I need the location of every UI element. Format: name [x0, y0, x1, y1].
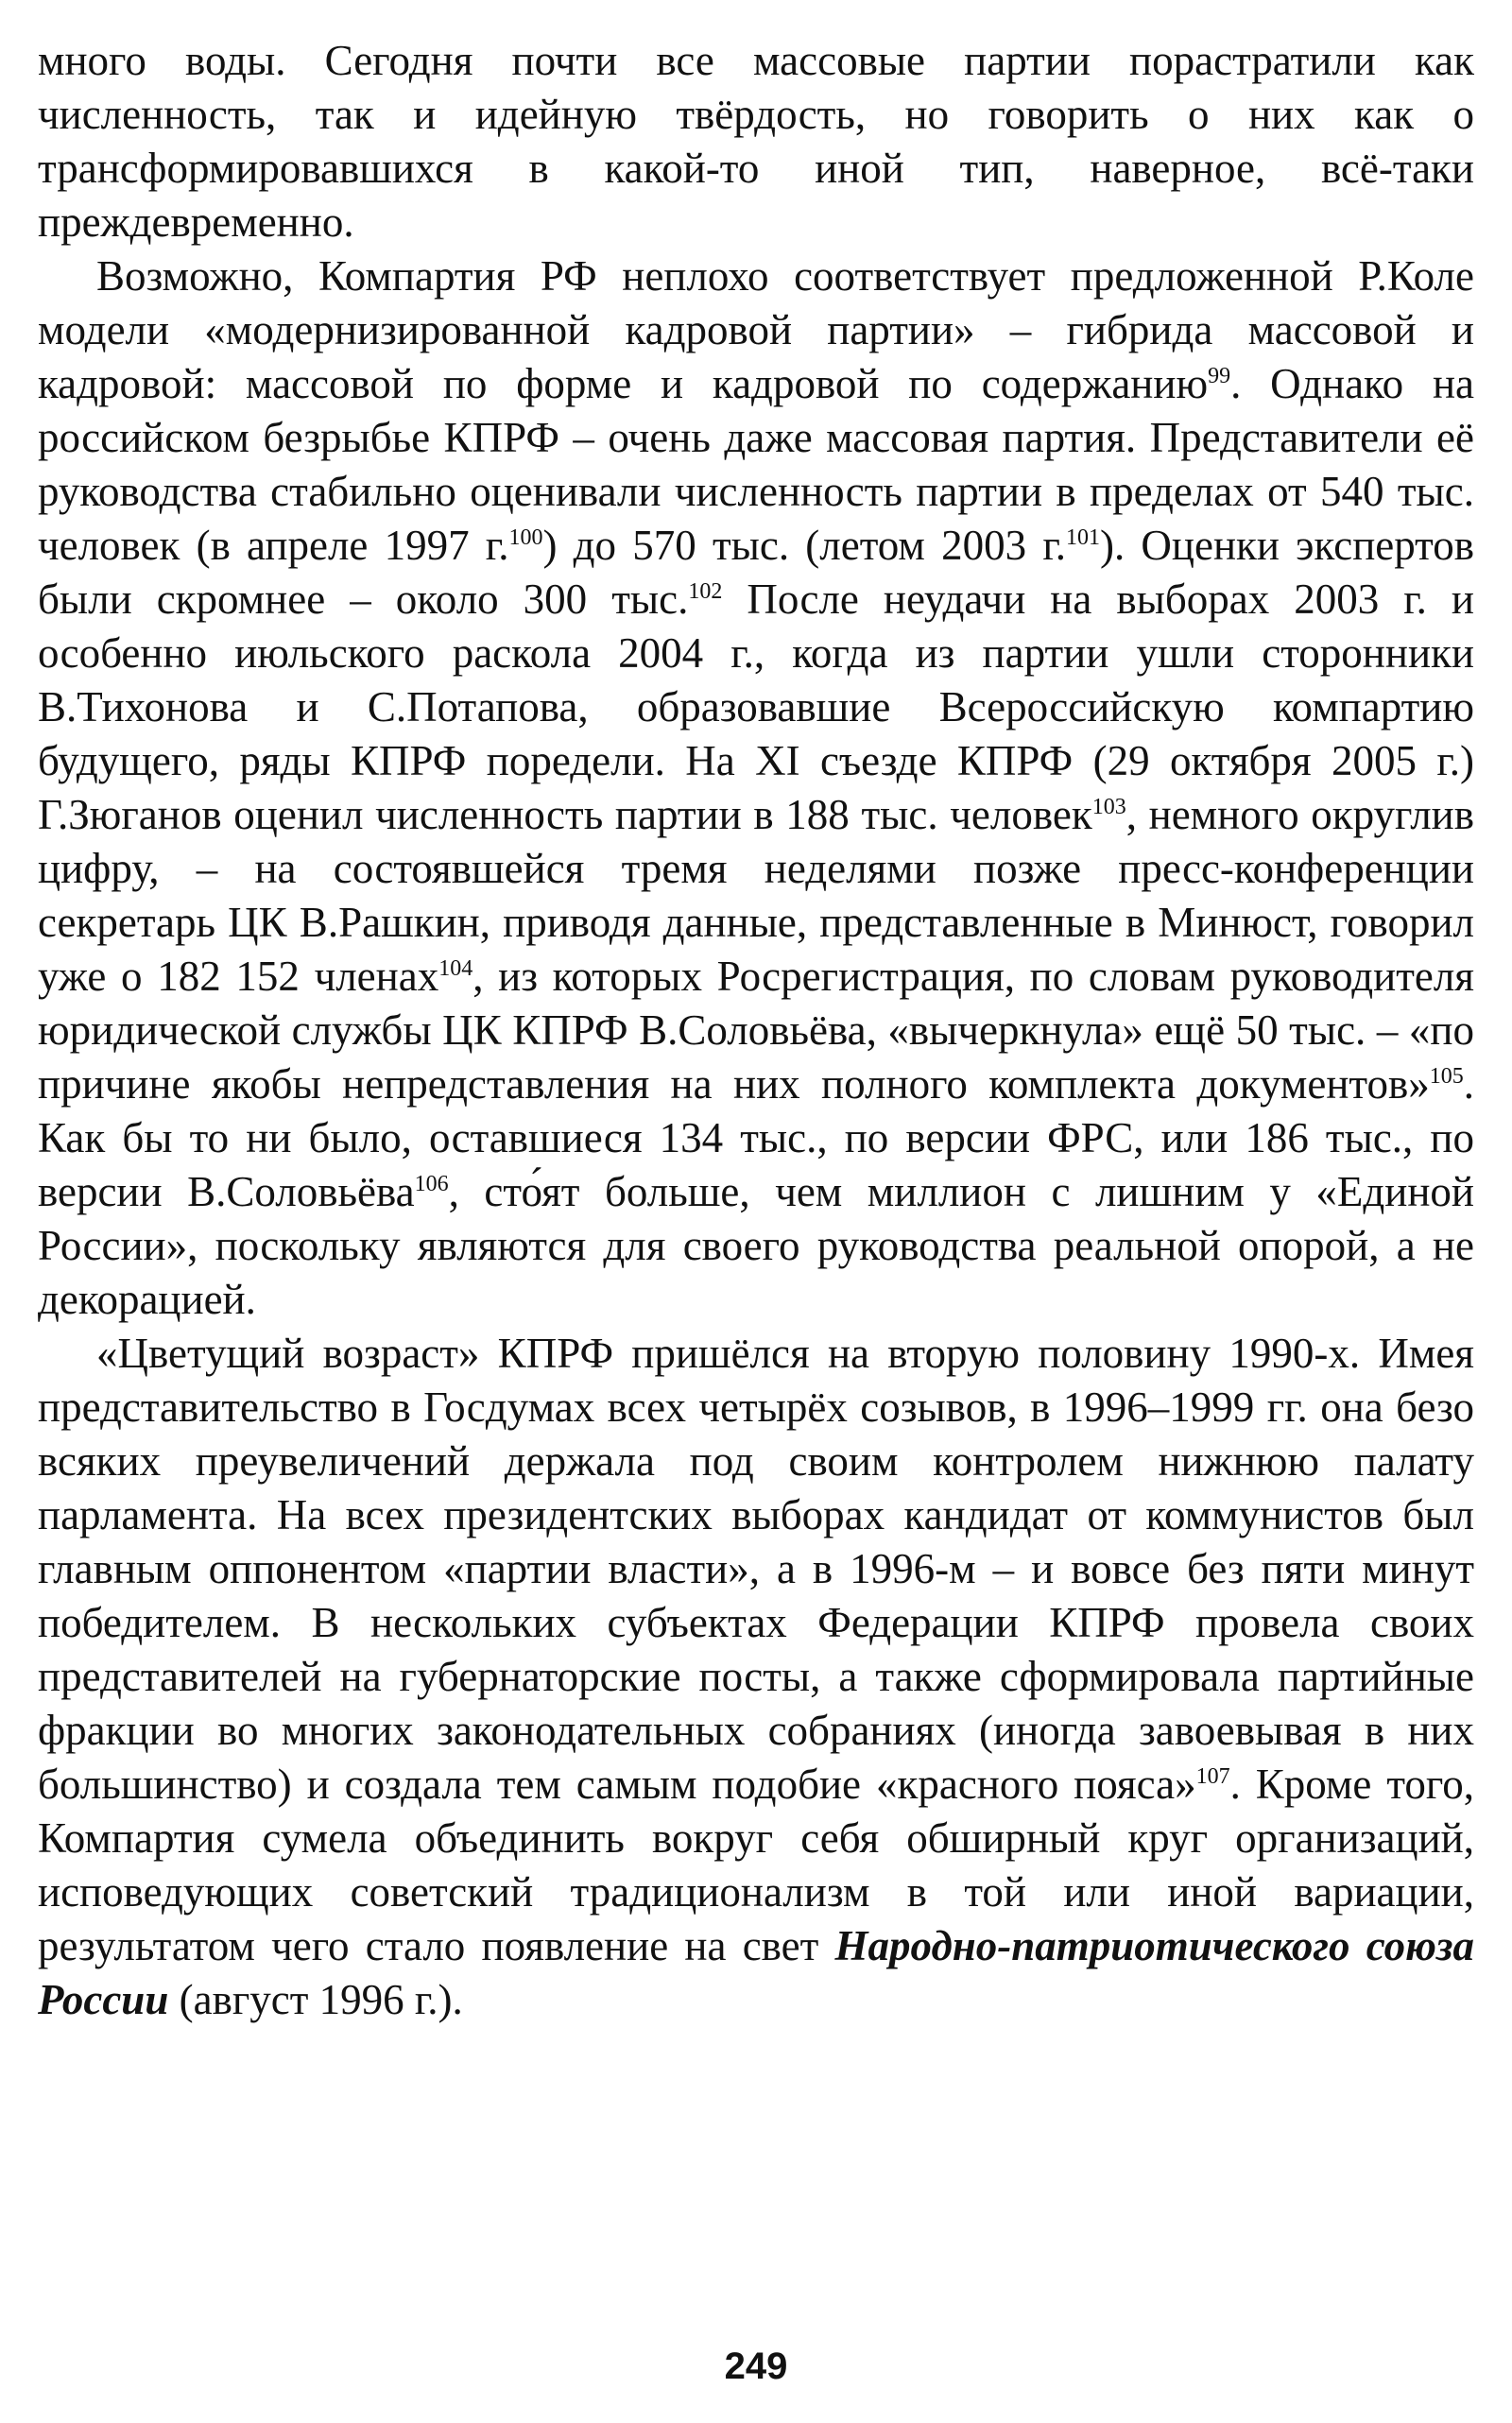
footnote-ref-107: 107 — [1195, 1764, 1230, 1789]
paragraph-3-text: «Цветущий возраст» КПРФ пришёлся на вторую половину 1990-х. Имея представительство в Госдумах всех четырёх созывов, в 1996–1999 гг. она безо всяких преувеличений держала под своим контролем нижнюю палату парламента. На всех президентских выборах кандидат от коммунистов был главным оппонентом «партии власти», а в 1996-м – и вовсе без пяти минут победителем. В нескольких субъектах Федерации КПРФ провела своих представителей на губернаторские посты, а также сформировала партийные фракции во многих законодательных собраниях (иногда завоевывая в них большинство) и создала тем самым подобие «красного пояса» — [38, 1330, 1474, 1808]
paragraph-2-text: , из которых Росрегистрация, по словам руководителя юридической службы ЦК КПРФ В.Соловьёва, «вычеркнула» ещё 50 тыс. – «по причине якобы непредставления на них полного комплекта документов» — [38, 953, 1474, 1108]
paragraph-3-text: (август 1996 г.). — [168, 1976, 463, 2023]
footnote-ref-104: 104 — [438, 956, 473, 981]
paragraph-3 — [38, 1327, 1474, 2027]
paragraph-2-text: ) до 570 тыс. (летом 2003 г. — [542, 522, 1066, 569]
footnote-ref-99: 99 — [1208, 364, 1231, 388]
footnote-ref-105: 105 — [1429, 1064, 1464, 1089]
paragraph-1-text: много воды. Сегодня почти все массовые партии порастратили как численность, так и идейную твёрдость, но говорить о них как о трансформировавшихся в какой-то иной тип, наверное, всё-таки преждевременно. — [38, 37, 1474, 246]
paragraph-2-text: , сто́ят больше, чем миллион с лишним у «Единой России», поскольку являются для своего руководства реальной опорой, а не декорацией. — [38, 1168, 1474, 1323]
paragraph-2-text: Возможно, Компартия РФ неплохо соответствует предложенной Р.Коле модели «модернизированной кадровой партии» – гибрида массовой и кадровой: массовой по форме и кадровой по содержанию — [38, 252, 1474, 407]
paragraph-2-text: . Однако на российском безрыбье КПРФ – очень даже массовая партия. Представители её руководства стабильно оценивали численность партии в пределах от 540 тыс. человек (в апреле 1997 г. — [38, 360, 1474, 569]
paragraph-2-text: После неудачи на выборах 2003 г. и особенно июльского раскола 2004 г., когда из партии ушли сторонники В.Тихонова и С.Потапова, образовавшие Всероссийскую компартию будущего, ряды КПРФ поредели. На XI съезде КПРФ (29 октября 2005 г.) Г.Зюганов оценил численность партии в 188 тыс. человек — [38, 576, 1474, 838]
emphasized-organization-name: Народно-патриотического союза России — [38, 1922, 1474, 2023]
paragraph-2-text: ). Оценки экспертов были скромнее – около 300 тыс. — [38, 522, 1474, 623]
paragraph-1 — [38, 34, 1474, 249]
page-body — [38, 34, 1474, 2027]
footnote-ref-106: 106 — [414, 1172, 449, 1196]
paragraph-3-text: . Кроме того, Компартия сумела объединить вокруг себя обширный круг организаций, исповедующих советский традиционализм в той или иной вариации, результатом чего стало появление на свет — [38, 1761, 1474, 1969]
paragraph-2-text: . Как бы то ни было, оставшиеся 134 тыс., по версии ФРС, или 186 тыс., по версии В.Соловьёва — [38, 1060, 1474, 1215]
footnote-ref-103: 103 — [1091, 795, 1126, 819]
page-number: 249 — [724, 2346, 788, 2387]
paragraph-2-text: , немного округлив цифру, – на состоявшейся тремя неделями позже пресс-конференции секретарь ЦК В.Рашкин, приводя данные, представленные в Минюст, говорил уже о 182 152 членах — [38, 791, 1474, 1000]
footnote-ref-101: 101 — [1065, 525, 1100, 550]
footnote-ref-100: 100 — [508, 525, 543, 550]
footnote-ref-102: 102 — [688, 579, 723, 604]
paragraph-2 — [38, 249, 1474, 1327]
